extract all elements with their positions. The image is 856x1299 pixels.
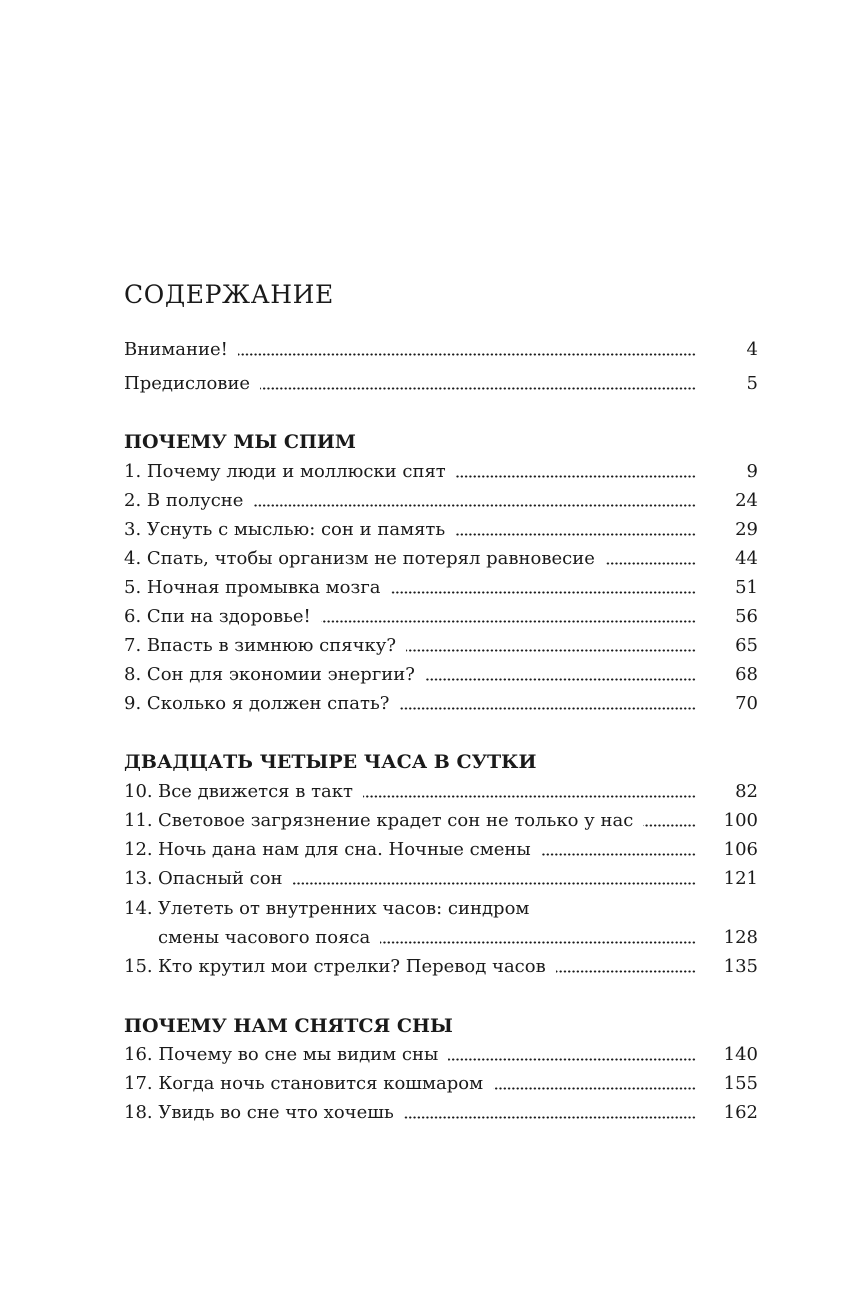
toc-entry-text: Ночная промывка мозга: [146, 577, 381, 598]
toc-entry-page: 121: [723, 868, 758, 889]
toc-entry-label: [124, 460, 446, 484]
toc-entry-text: Сон для экономии энергии?: [146, 664, 415, 685]
toc-entry-text: Опасный сон: [158, 868, 283, 889]
toc-entry-text: Все движется в такт: [158, 781, 353, 802]
toc-entry[interactable]: [124, 1043, 758, 1067]
toc-entry-label: [124, 1043, 438, 1067]
toc-entry-number: 11.: [124, 810, 153, 831]
toc-entry-page: 44: [735, 548, 758, 569]
toc-entry-label: [124, 780, 353, 804]
toc-entry-text: Спать, чтобы организм не потерял равновесие: [146, 548, 595, 569]
leader-dots: [238, 353, 696, 356]
leader-dots: [253, 504, 696, 507]
toc-entry-page: 68: [735, 664, 758, 685]
leader-dots: [605, 562, 696, 565]
toc-entry-page: 100: [723, 810, 758, 831]
toc-entry-number: 17.: [124, 1073, 153, 1094]
leader-dots: [321, 620, 696, 623]
leader-dots: [493, 1087, 696, 1090]
toc-entry-number: 14.: [124, 898, 153, 919]
toc-entry-page: 162: [723, 1102, 758, 1123]
page-title: СОДЕРЖАНИЕ: [124, 280, 334, 309]
toc-entry-text-continued: смены часового пояса: [158, 927, 371, 948]
toc-entry-number: 5.: [124, 577, 142, 598]
toc-entry[interactable]: [124, 663, 758, 687]
toc-entry-page: 29: [735, 519, 758, 540]
toc-entry[interactable]: [124, 460, 758, 484]
leader-dots: [541, 853, 696, 856]
toc-entry-page: 65: [735, 635, 758, 656]
toc-entry[interactable]: [124, 576, 758, 600]
toc-entry-label: [124, 605, 311, 629]
leader-dots: [455, 533, 696, 536]
toc-entry-warning[interactable]: [124, 338, 758, 362]
toc-entry-text: Когда ночь становится кошмаром: [158, 1073, 484, 1094]
toc-entry-label: [124, 692, 389, 716]
toc-entry[interactable]: [124, 547, 758, 571]
toc-entry-page: 155: [723, 1073, 758, 1094]
toc-entry-label: [124, 955, 546, 979]
toc-entry-text: Спи на здоровье!: [146, 606, 311, 627]
toc-entry-page: 106: [723, 839, 758, 860]
toc-entry[interactable]: [124, 1101, 758, 1125]
toc-entry[interactable]: [124, 489, 758, 513]
toc-entry-text: Кто крутил мои стрелки? Перевод часов: [158, 956, 546, 977]
toc-entry-label: [124, 518, 445, 542]
leader-dots: [380, 941, 696, 944]
toc-entry-number: 8.: [124, 664, 142, 685]
toc-entry[interactable]: [124, 809, 758, 833]
leader-dots: [363, 795, 696, 798]
toc-entry-label: [124, 489, 243, 513]
toc-entry-page: 140: [723, 1044, 758, 1065]
toc-entry[interactable]: [124, 518, 758, 542]
toc-entry-text: Почему во сне мы видим сны: [158, 1044, 439, 1065]
toc-entry-number: 6.: [124, 606, 142, 627]
table-of-contents-page: [124, 0, 758, 1299]
toc-entry-label: [124, 1072, 483, 1096]
leader-dots: [456, 475, 696, 478]
toc-entry-text: Уснуть с мыслью: сон и память: [146, 519, 446, 540]
toc-entry-page: 5: [746, 373, 758, 394]
toc-entry-page: 51: [735, 577, 758, 598]
leader-dots: [448, 1058, 696, 1061]
toc-entry[interactable]: [124, 867, 758, 891]
toc-entry-multiline-continuation[interactable]: [124, 926, 758, 950]
leader-dots: [260, 387, 696, 390]
toc-entry-text: Улететь от внутренних часов: синдром: [158, 898, 530, 919]
toc-entry-label: [124, 809, 633, 833]
toc-entry-number: 3.: [124, 519, 142, 540]
toc-entry-number: 12.: [124, 839, 153, 860]
toc-entry-page: 24: [735, 490, 758, 511]
toc-entry-number: 2.: [124, 490, 142, 511]
toc-entry-number: 10.: [124, 781, 153, 802]
leader-dots: [643, 824, 696, 827]
toc-entry-label: [124, 867, 283, 891]
toc-entry-text: Увидь во сне что хочешь: [158, 1102, 394, 1123]
toc-entry-label: [124, 1101, 394, 1125]
toc-entry[interactable]: [124, 780, 758, 804]
leader-dots: [425, 678, 696, 681]
toc-entry-label: Внимание!: [124, 339, 228, 360]
toc-entry-page: 135: [723, 956, 758, 977]
toc-entry[interactable]: [124, 692, 758, 716]
toc-entry-label: Предисловие: [124, 373, 251, 394]
toc-entry-text: Почему люди и моллюски спят: [146, 461, 446, 482]
leader-dots: [406, 649, 696, 652]
toc-entry-label: [124, 663, 415, 687]
leader-dots: [293, 882, 696, 885]
leader-dots: [556, 970, 696, 973]
toc-entry-number: 13.: [124, 868, 153, 889]
leader-dots: [391, 591, 696, 594]
toc-entry-label: [124, 634, 396, 658]
toc-entry-number: 9.: [124, 693, 142, 714]
toc-entry-text: В полусне: [146, 490, 244, 511]
toc-entry-text: Впасть в зимнюю спячку?: [146, 635, 396, 656]
toc-entry-page: 128: [723, 927, 758, 948]
toc-entry-text: Сколько я должен спать?: [146, 693, 390, 714]
toc-entry-number: 7.: [124, 635, 142, 656]
leader-dots: [404, 1116, 696, 1119]
toc-entry-page: 56: [735, 606, 758, 627]
section-heading-twenty-four-hours: ДВАДЦАТЬ ЧЕТЫРЕ ЧАСА В СУТКИ: [124, 751, 537, 773]
toc-entry-page: 9: [746, 461, 758, 482]
toc-entry-number: 4.: [124, 548, 142, 569]
section-heading-why-we-sleep: ПОЧЕМУ МЫ СПИМ: [124, 431, 356, 453]
toc-entry-text: Ночь дана нам для сна. Ночные смены: [158, 839, 531, 860]
toc-entry-preface[interactable]: [124, 372, 758, 396]
toc-entry-number: 18.: [124, 1102, 153, 1123]
section-heading-why-we-dream: ПОЧЕМУ НАМ СНЯТСЯ СНЫ: [124, 1015, 453, 1037]
toc-entry-multiline-first[interactable]: [124, 897, 758, 921]
toc-entry-page: 70: [735, 693, 758, 714]
toc-entry-label: [124, 547, 595, 571]
toc-entry-page: 4: [746, 339, 758, 360]
toc-entry-number: 16.: [124, 1044, 153, 1065]
toc-entry[interactable]: [124, 955, 758, 979]
toc-entry-text: Световое загрязнение крадет сон не только у нас: [158, 810, 634, 831]
toc-entry-page: 82: [735, 781, 758, 802]
toc-entry[interactable]: [124, 838, 758, 862]
toc-entry[interactable]: [124, 634, 758, 658]
toc-entry-number: 15.: [124, 956, 153, 977]
toc-entry-label: [124, 576, 381, 600]
toc-entry[interactable]: [124, 1072, 758, 1096]
toc-entry-label: [124, 838, 531, 862]
toc-entry[interactable]: [124, 605, 758, 629]
leader-dots: [399, 707, 696, 710]
toc-entry-number: 1.: [124, 461, 142, 482]
